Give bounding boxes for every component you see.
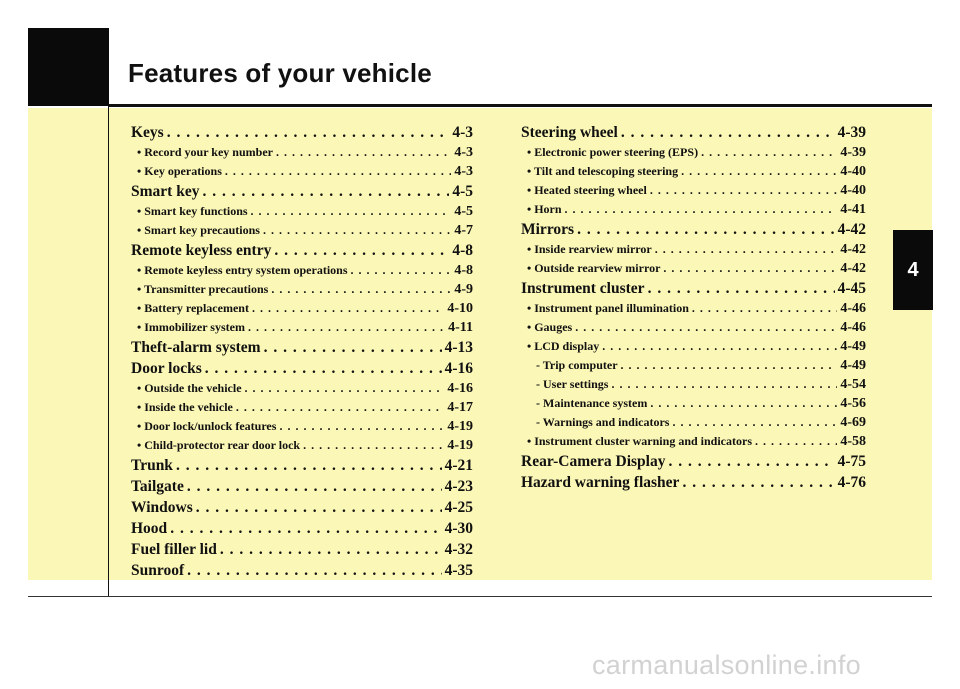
toc-entry-label: • LCD display — [527, 339, 600, 353]
toc-entry-label: • Transmitter precautions — [137, 282, 269, 296]
toc-entry-label: - Trip computer — [536, 358, 618, 372]
toc-page-number: 4-8 — [454, 263, 473, 278]
dot-leader — [220, 539, 442, 560]
toc-entry-label: Smart key — [131, 183, 200, 200]
toc-page-number: 4-3 — [454, 164, 473, 179]
toc-page-number: 4-7 — [454, 223, 473, 238]
toc-subentry[interactable] — [131, 261, 473, 280]
toc-page-number: 4-75 — [837, 453, 866, 470]
toc-page-number: 4-76 — [837, 474, 866, 491]
dot-leader — [611, 375, 837, 394]
toc-page-number: 4-13 — [444, 339, 473, 356]
toc-page-number: 4-3 — [452, 124, 473, 141]
toc-entry-label: Hood — [131, 520, 168, 537]
dot-leader — [621, 356, 838, 375]
dot-leader — [663, 259, 837, 278]
dot-leader — [202, 181, 449, 202]
dot-leader — [648, 278, 835, 299]
toc-subentry[interactable] — [521, 413, 866, 432]
dot-leader — [621, 122, 835, 143]
toc-entry-label: • Remote keyless entry system operations — [137, 263, 348, 277]
toc-page-number: 4-35 — [444, 562, 473, 579]
toc-subentry[interactable] — [521, 299, 866, 318]
toc-page-number: 4-40 — [840, 183, 866, 198]
toc-page-number: 4-46 — [840, 301, 866, 316]
toc-page-number: 4-69 — [840, 415, 866, 430]
toc-page-number: 4-3 — [454, 145, 473, 160]
toc-entry-label: • Tilt and telescoping steering — [527, 164, 679, 178]
toc-entry-label: Tailgate — [131, 478, 184, 495]
toc-page-number: 4-56 — [840, 396, 866, 411]
margin-divider — [108, 106, 109, 596]
toc-page-number: 4-25 — [444, 499, 473, 516]
dot-leader — [176, 455, 442, 476]
toc-subentry[interactable] — [131, 162, 473, 181]
toc-entry[interactable] — [131, 539, 473, 560]
chapter-tab[interactable]: 4 — [893, 230, 933, 310]
dot-leader — [681, 162, 837, 181]
toc-subentry[interactable] — [521, 318, 866, 337]
toc-subentry[interactable] — [521, 259, 866, 278]
dot-leader — [279, 417, 444, 436]
toc-entry[interactable] — [131, 476, 473, 497]
dot-leader — [263, 221, 451, 240]
toc-entry-label: • Immobilizer system — [137, 320, 245, 334]
toc-subentry[interactable] — [521, 143, 866, 162]
toc-entry-label: • Outside the vehicle — [137, 381, 242, 395]
toc-entry-label: - Maintenance system — [536, 396, 648, 410]
toc-entry[interactable] — [131, 560, 473, 581]
dot-leader — [650, 394, 837, 413]
toc-entry-label: Theft-alarm system — [131, 339, 261, 356]
toc-entry-label: Mirrors — [521, 221, 575, 238]
toc-page-number: 4-5 — [454, 204, 473, 219]
toc-subentry[interactable] — [131, 417, 473, 436]
toc-page-number: 4-42 — [840, 242, 866, 257]
dot-leader — [303, 436, 444, 455]
toc-entry[interactable] — [131, 122, 473, 143]
toc-entry-label: Fuel filler lid — [131, 541, 217, 558]
toc-entry[interactable] — [131, 337, 473, 358]
toc-entry-label: • Heated steering wheel — [527, 183, 647, 197]
toc-entry-label: • Instrument panel illumination — [527, 301, 689, 315]
toc-entry[interactable] — [521, 278, 866, 299]
toc-entry-label: Instrument cluster — [521, 280, 645, 297]
toc-entry[interactable] — [521, 219, 866, 240]
dot-leader — [575, 318, 837, 337]
toc-page-number: 4-49 — [840, 339, 866, 354]
toc-subentry[interactable] — [521, 394, 866, 413]
toc-subentry[interactable] — [521, 162, 866, 181]
toc-entry-label: • Smart key functions — [137, 204, 248, 218]
toc-entry-label: • Inside rearview mirror — [527, 242, 652, 256]
toc-entry[interactable] — [131, 181, 473, 202]
toc-column-right — [521, 122, 866, 493]
toc-entry-label: • Child-protector rear door lock — [137, 438, 301, 452]
toc-page-number: 4-40 — [840, 164, 866, 179]
dot-leader — [655, 240, 838, 259]
dot-leader — [682, 472, 834, 493]
toc-entry-label: • Battery replacement — [137, 301, 249, 315]
toc-page-number: 4-16 — [447, 381, 473, 396]
toc-subentry[interactable] — [131, 280, 473, 299]
toc-subentry[interactable] — [521, 240, 866, 259]
dot-leader — [276, 143, 451, 162]
toc-entry[interactable] — [131, 240, 473, 261]
toc-entry-label: • Smart key precautions — [137, 223, 260, 237]
dot-leader — [252, 299, 444, 318]
toc-subentry[interactable] — [131, 436, 473, 455]
dot-leader — [225, 162, 451, 181]
dot-leader — [755, 432, 837, 451]
toc-page-number: 4-19 — [447, 438, 473, 453]
dot-leader — [701, 143, 837, 162]
toc-subentry[interactable] — [521, 337, 866, 356]
dot-leader — [248, 318, 445, 337]
toc-page-number: 4-41 — [840, 202, 866, 217]
dot-leader — [672, 413, 837, 432]
toc-entry-label: Windows — [131, 499, 193, 516]
toc-page-number: 4-16 — [444, 360, 473, 377]
dot-leader — [650, 181, 837, 200]
toc-entry-label: Hazard warning flasher — [521, 474, 680, 491]
toc-entry-label: • Record your key number — [137, 145, 273, 159]
watermark-text: carmanualsonline.info — [592, 650, 861, 680]
toc-entry[interactable] — [521, 122, 866, 143]
dot-leader — [577, 219, 835, 240]
toc-entry[interactable] — [131, 518, 473, 539]
toc-subentry[interactable] — [131, 398, 473, 417]
dot-leader — [196, 497, 442, 518]
toc-entry-label: Keys — [131, 124, 164, 141]
toc-entry[interactable] — [521, 451, 866, 472]
dot-leader — [170, 518, 441, 539]
toc-entry[interactable] — [131, 358, 473, 379]
toc-entry-label: Sunroof — [131, 562, 185, 579]
toc-entry-label: • Door lock/unlock features — [137, 419, 277, 433]
dot-leader — [167, 122, 450, 143]
dot-leader — [205, 358, 442, 379]
toc-entry-label: • Gauges — [527, 320, 573, 334]
toc-subentry[interactable] — [131, 221, 473, 240]
toc-entry-label: • Horn — [527, 202, 562, 216]
bottom-rule — [28, 596, 932, 597]
dot-leader — [692, 299, 837, 318]
toc-page-number: 4-45 — [837, 280, 866, 297]
title-rule — [109, 104, 932, 107]
dot-leader — [602, 337, 837, 356]
dot-leader — [274, 240, 449, 261]
toc-page-number: 4-32 — [444, 541, 473, 558]
toc-entry-label: • Key operations — [137, 164, 222, 178]
toc-page-number: 4-39 — [837, 124, 866, 141]
dot-leader — [271, 280, 451, 299]
dot-leader — [251, 202, 452, 221]
toc-entry[interactable] — [521, 472, 866, 493]
toc-subentry[interactable] — [521, 356, 866, 375]
dot-leader — [236, 398, 444, 417]
dot-leader — [351, 261, 452, 280]
toc-page-number: 4-10 — [447, 301, 473, 316]
toc-page-number: 4-19 — [447, 419, 473, 434]
toc-page-number: 4-9 — [454, 282, 473, 297]
toc-subentry[interactable] — [521, 432, 866, 451]
toc-entry-label: Remote keyless entry — [131, 242, 272, 259]
toc-page-number: 4-46 — [840, 320, 866, 335]
toc-page-number: 4-23 — [444, 478, 473, 495]
toc-entry-label: Door locks — [131, 360, 202, 377]
toc-subentry[interactable] — [521, 375, 866, 394]
dot-leader — [187, 476, 442, 497]
toc-subentry[interactable] — [521, 200, 866, 219]
toc-page-number: 4-21 — [444, 457, 473, 474]
dot-leader — [264, 337, 442, 358]
toc-page-number: 4-58 — [840, 434, 866, 449]
toc-entry-label: • Electronic power steering (EPS) — [527, 145, 699, 159]
toc-column-left — [131, 122, 473, 581]
toc-page-number: 4-5 — [452, 183, 473, 200]
toc-entry-label: Rear-Camera Display — [521, 453, 666, 470]
toc-subentry[interactable] — [131, 143, 473, 162]
toc-page-number: 4-42 — [837, 221, 866, 238]
toc-entry-label: - Warnings and indicators — [536, 415, 670, 429]
toc-page-number: 4-42 — [840, 261, 866, 276]
toc-entry[interactable] — [131, 497, 473, 518]
toc-page-number: 4-49 — [840, 358, 866, 373]
toc-page-number: 4-8 — [452, 242, 473, 259]
toc-page-number: 4-30 — [444, 520, 473, 537]
toc-entry-label: • Inside the vehicle — [137, 400, 233, 414]
toc-page-number: 4-11 — [448, 320, 473, 335]
toc-entry-label: Steering wheel — [521, 124, 618, 141]
toc-subentry[interactable] — [131, 318, 473, 337]
toc-entry-label: • Instrument cluster warning and indicators — [527, 434, 752, 448]
toc-entry-label: Trunk — [131, 457, 173, 474]
dot-leader — [187, 560, 441, 581]
toc-page-number: 4-39 — [840, 145, 866, 160]
dot-leader — [245, 379, 445, 398]
dot-leader — [669, 451, 835, 472]
toc-page-number: 4-17 — [447, 400, 473, 415]
page-title: Features of your vehicle — [128, 58, 432, 88]
corner-black-tab — [28, 28, 109, 106]
toc-subentry[interactable] — [521, 181, 866, 200]
toc-entry-label: • Outside rearview mirror — [527, 261, 661, 275]
toc-subentry[interactable] — [131, 202, 473, 221]
toc-entry[interactable] — [131, 455, 473, 476]
dot-leader — [565, 200, 838, 219]
toc-entry-label: - User settings — [536, 377, 609, 391]
toc-subentry[interactable] — [131, 299, 473, 318]
toc-subentry[interactable] — [131, 379, 473, 398]
toc-page-number: 4-54 — [840, 377, 866, 392]
